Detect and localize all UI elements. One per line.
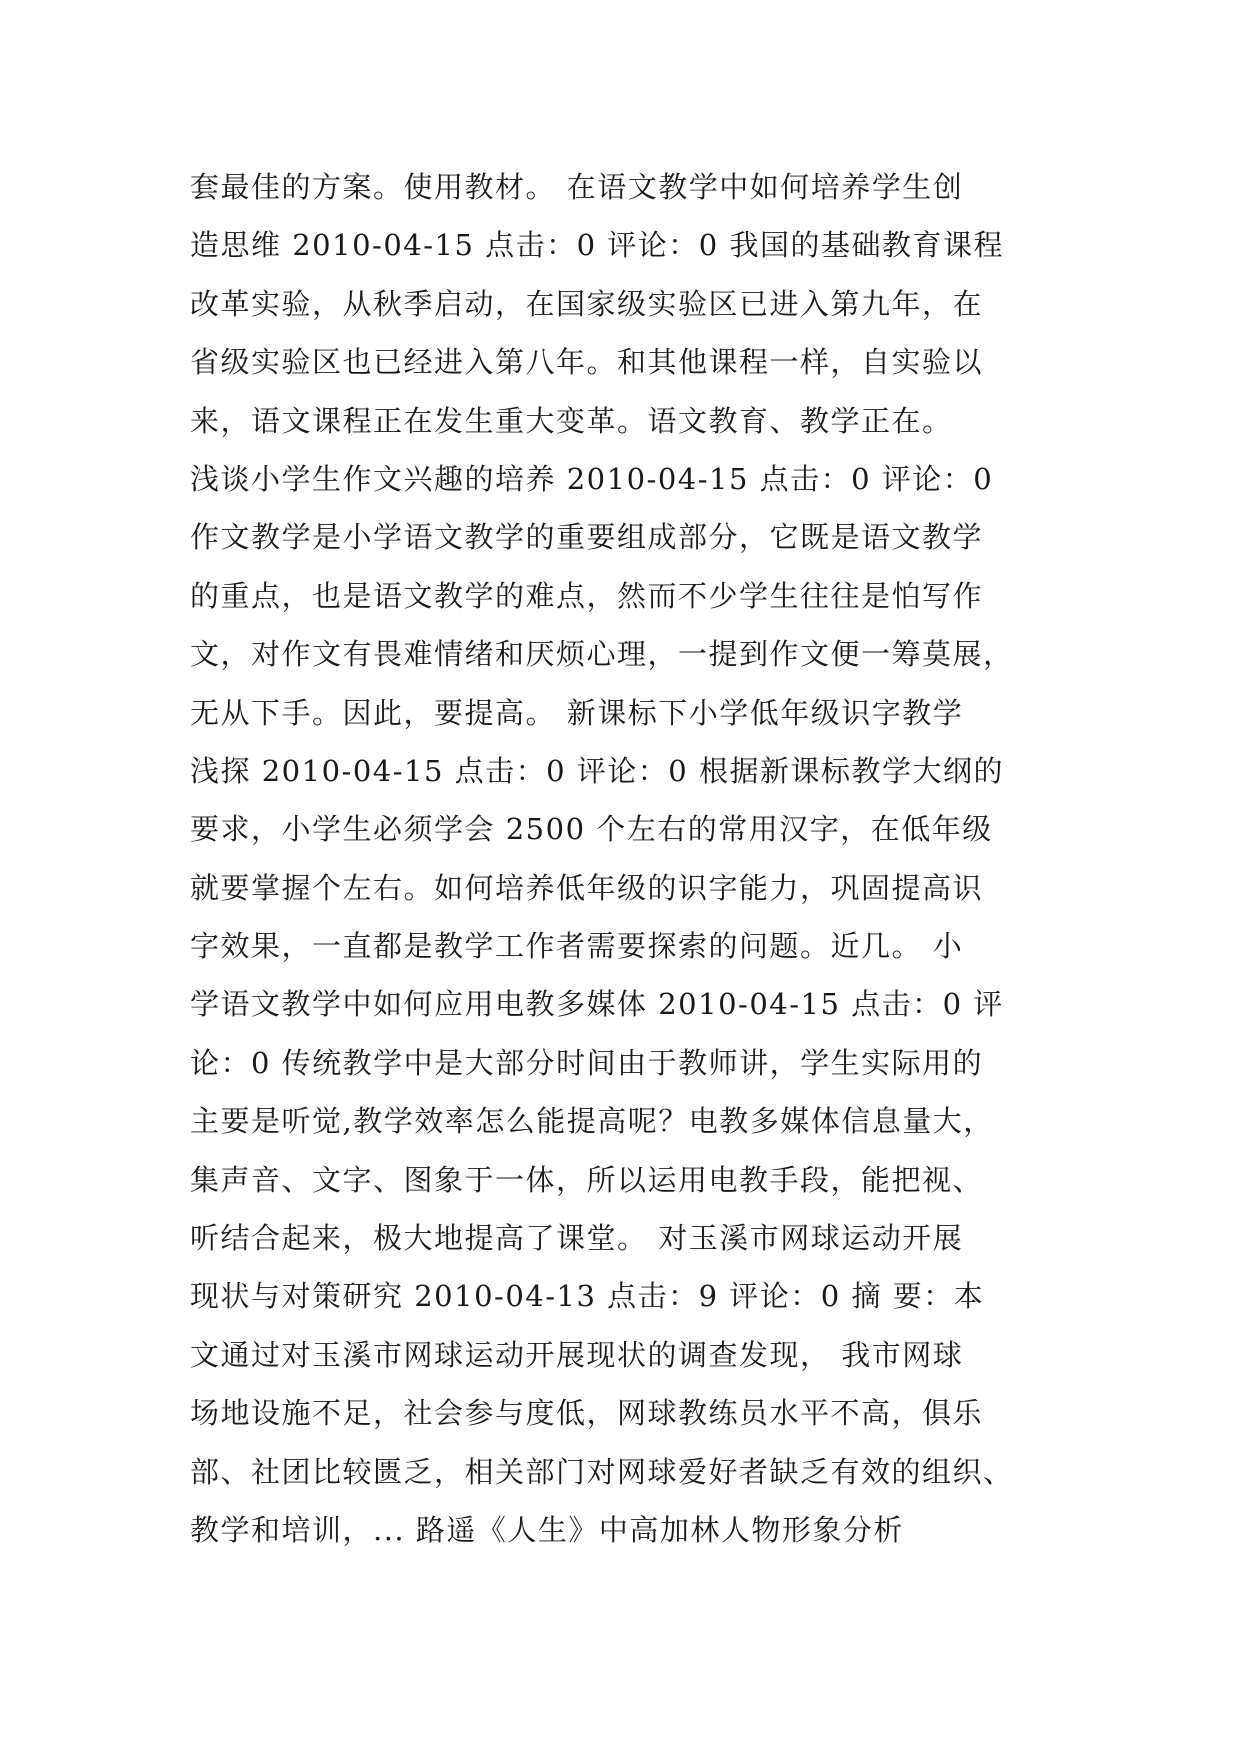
text-line: 听结合起来，极大地提高了课堂。 对玉溪市网球运动开展 (190, 1221, 964, 1256)
text-line: 浅谈小学生作文兴趣的培养 2010-04-15 点击：0 评论：0 (190, 461, 994, 496)
text-line: 字效果，一直都是教学工作者需要探索的问题。近几。 小 (190, 929, 964, 964)
text-line: 部、社团比较匮乏，相关部门对网球爱好者缺乏有效的组织、 (190, 1454, 1014, 1489)
text-line: 作文教学是小学语文教学的重要组成部分，它既是语文教学 (190, 520, 984, 555)
text-line: 无从下手。因此，要提高。 新课标下小学低年级识字教学 (190, 695, 964, 730)
text-line: 文，对作文有畏难情绪和厌烦心理，一提到作文便一筹莫展， (190, 637, 1014, 672)
text-line: 教学和培训，... 路遥《人生》中高加林人物形象分析 (190, 1512, 904, 1547)
text-line: 浅探 2010-04-15 点击：0 评论：0 根据新课标教学大纲的 (190, 753, 1004, 788)
text-line: 就要掌握个左右。如何培养低年级的识字能力，巩固提高识 (190, 870, 984, 905)
text-line: 主要是听觉,教学效率怎么能提高呢？电教多媒体信息量大， (190, 1104, 994, 1139)
text-line: 造思维 2010-04-15 点击：0 评论：0 我国的基础教育课程 (190, 228, 1004, 263)
text-line: 要求，小学生必须学会 2500 个左右的常用汉字，在低年级 (190, 812, 993, 847)
text-line: 的重点，也是语文教学的难点，然而不少学生往往是怕写作 (190, 578, 984, 613)
text-line: 省级实验区也已经进入第八年。和其他课程一样，自实验以 (190, 345, 984, 380)
text-line: 现状与对策研究 2010-04-13 点击：9 评论：0 摘 要：本 (190, 1279, 985, 1314)
text-line: 套最佳的方案。使用教材。 在语文教学中如何培养学生创 (190, 170, 964, 204)
text-line: 来，语文课程正在发生重大变革。语文教育、教学正在。 (190, 403, 953, 438)
text-line: 改革实验，从秋季启动，在国家级实验区已进入第九年，在 (190, 286, 984, 321)
text-line: 论：0 传统教学中是大部分时间由于教师讲，学生实际用的 (190, 1045, 984, 1080)
text-line: 集声音、文字、图象于一体，所以运用电教手段，能把视、 (190, 1162, 984, 1197)
text-line: 场地设施不足，社会参与度低，网球教练员水平不高，俱乐 (190, 1396, 984, 1431)
document-body (190, 158, 1070, 1559)
text-line: 学语文教学中如何应用电教多媒体 2010-04-15 点击：0 评 (190, 987, 1004, 1022)
text-line: 文通过对玉溪市网球运动开展现状的调查发现， 我市网球 (190, 1337, 964, 1372)
